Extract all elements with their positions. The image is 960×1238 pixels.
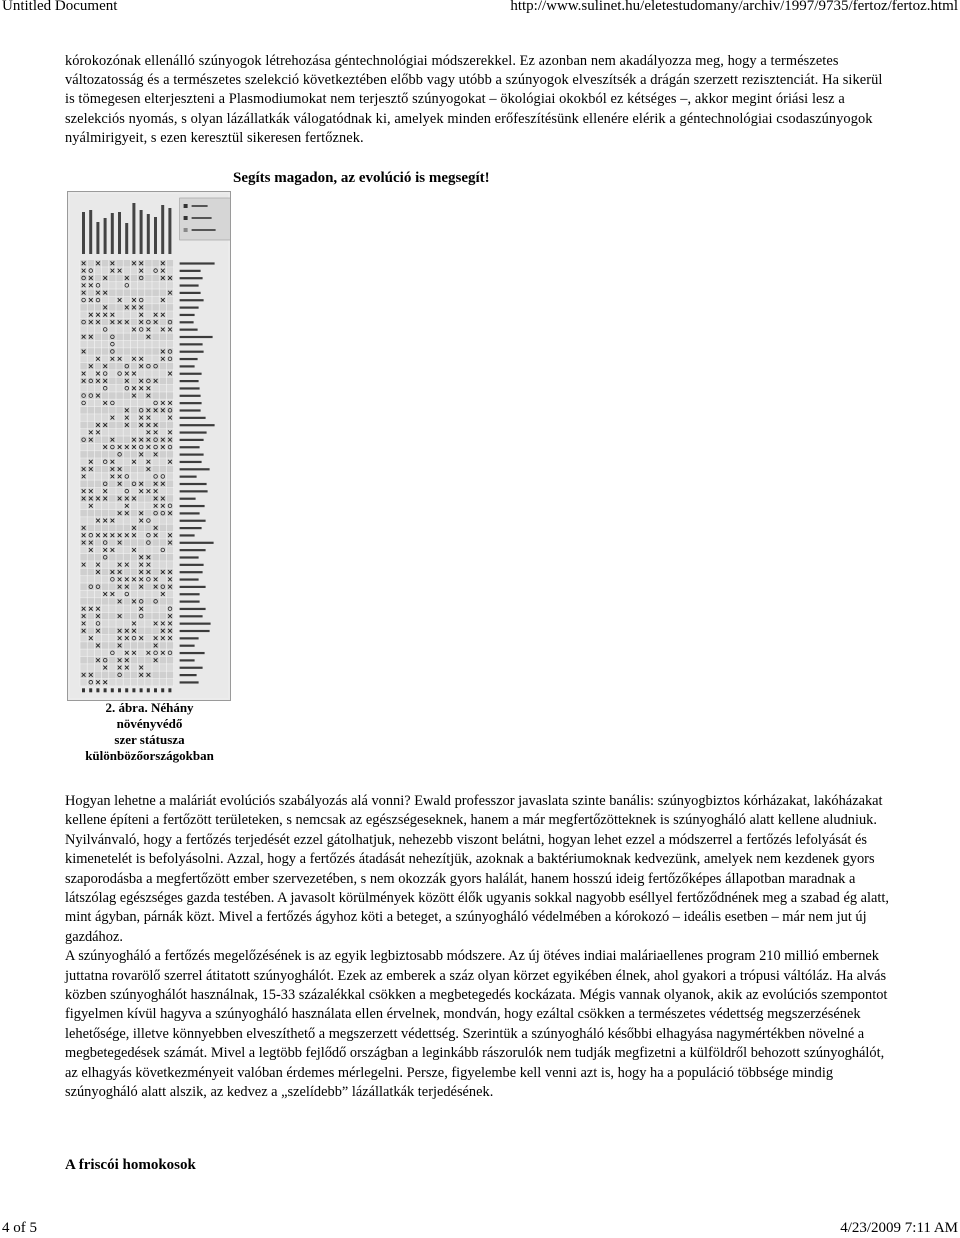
country-label — [180, 476, 197, 478]
legend-marker — [184, 204, 188, 208]
column-total — [154, 688, 157, 692]
body-paragraph: A szúnyogháló a fertőzés megelőzésének is az egyik legbiztosabb módszere. Az új ötéves indiai maláriaellenes program 210 millió embernek juttatna rovarölő szerrel átitatott szúnyoghálót. Ezek az emberek a száz olyan körzet egyikében élnek, ahol gyakori a trópusi váltóláz. Ha alvás közben szúnyoghálót használnak, 15-33 százalékkal csökken a megbetegedés kockázata. Mégis vannak olyanok, akik az evolúciós szempontot figyelmen kívül hagyva a szúnyogháló használata ellen érvelnek, mondván, hogy ezáltal csökken a természetes védettség megszerzésének lehetősége, illetve könnyebben elveszíthető a megszerzett védettség. Szerintük a szúnyogháló későbbi elhagyása nagymértékben növelné a megbetegedések számát. Mivel a legtöbb fejlődő országban a leginkább rászorulók nem tudják megfizetni a külföldről behozott szúnyoghálót, az elhagyás következményeit valóban érdemes mérlegelni. Persze, figyelembe kell venni azt is, hogy ha a populáció többsége mindig szúnyogháló alatt alszik, az kedvez a „szelídebb” lázállatkák terjedésének. — [65, 948, 888, 1101]
country-label — [180, 556, 199, 558]
country-label — [180, 402, 202, 404]
country-label — [180, 314, 195, 316]
grid-row — [80, 488, 174, 495]
country-label — [180, 468, 210, 470]
caption-line: szer státusza — [114, 732, 185, 747]
grid-row — [80, 297, 174, 304]
country-label — [180, 336, 213, 338]
figure-title: Segíts magadon, az evolúció is megsegít! — [233, 170, 490, 186]
legend-marker — [184, 228, 188, 232]
grid-row — [80, 429, 174, 436]
country-label — [180, 380, 199, 382]
country-label — [180, 262, 215, 264]
country-label — [180, 321, 194, 323]
grid-row — [80, 466, 174, 473]
print-datetime: 4/23/2009 7:11 AM — [840, 1220, 958, 1236]
country-label — [180, 542, 214, 544]
country-label — [180, 623, 211, 625]
grid-row — [80, 591, 174, 598]
grid-row — [80, 260, 174, 267]
section-heading: A friscói homokosok — [65, 1157, 196, 1173]
column-total — [111, 688, 114, 692]
country-label — [180, 417, 206, 419]
grid-row — [80, 356, 174, 363]
grid-row — [80, 267, 174, 274]
country-label — [180, 446, 200, 448]
grid-row — [80, 539, 174, 546]
grid-row — [80, 473, 174, 480]
grid-row — [80, 598, 174, 605]
column-header-label — [118, 212, 121, 254]
country-label — [180, 674, 197, 676]
country-label — [180, 490, 208, 492]
column-header-label — [147, 214, 150, 254]
country-label — [180, 395, 201, 397]
country-label — [180, 652, 205, 654]
grid-row — [80, 400, 174, 407]
country-label — [180, 387, 200, 389]
column-header-label — [111, 213, 114, 254]
country-label — [180, 284, 199, 286]
grid-row — [80, 451, 174, 458]
country-label — [180, 645, 195, 647]
country-label — [180, 571, 203, 573]
grid-row — [80, 679, 174, 686]
page-url: http://www.sulinet.hu/eletestudomany/archiv/1997/9735/fertoz/fertoz.html — [510, 0, 958, 14]
column-header-label — [125, 223, 128, 254]
country-label — [180, 424, 215, 426]
country-label — [180, 505, 205, 507]
country-label — [180, 520, 206, 522]
country-label — [180, 373, 202, 375]
grid-row — [80, 458, 174, 465]
grid-row — [80, 569, 174, 576]
body-paragraph: Hogyan lehetne a maláriát evolúciós szabályozás alá vonni? Ewald professzor javaslata szinte banális: szúnyogbiztos kórházakat, lakóházakat kellene építeni a fertőzött területeken, s nemcsak az egészségeseknek, hanem a már megfertőzötteknek is szúnyogháló alatt kellene aludniuk. Nyilvánvaló, hogy a fertőzés terjedését ezzel gátolhatjuk, nehezebb viszont belátni, hogyan lehet ezzel a módszerrel a fertőzés lefolyását és kimenetelét is befolyásolni. Azzal, hogy a fertőzés átadását nehezítjük, azoknak a baktériumoknak kedvezünk, amelyek nem kezdenek gyors szaporodásba a megfertőzött ember szervezetében, s nem okozzák gyors halálát, hanem hosszú ideig fertőzőképes állapotban maradnak a látszólag egészséges gazda testében. A javasolt körülmények között élők ugyanis sokkal nagyobb eséllyel fertőződnének meg a szabad ég alatt, mint ágyban, párnák közt. Mivel a fertőzés ágyhoz köti a beteget, a szúnyogháló védelmében a kórokozó – ideális esetben – már nem jut új gazdához. — [65, 793, 889, 945]
column-total — [82, 688, 85, 692]
caption-line: különbözőországokban — [85, 748, 214, 763]
country-label — [180, 527, 202, 529]
country-label — [180, 512, 200, 514]
country-label — [180, 667, 203, 669]
column-header-label — [89, 210, 92, 254]
grid-row — [80, 311, 174, 318]
column-total — [168, 688, 171, 692]
intro-paragraph: kórokozónak ellenálló szúnyogok létrehozása géntechnológiai módszerekkel. Ez azonban nem akadályozza meg, hogy a természetes változatosság és a természetes szelekció következtében előbb vagy utóbb a szúnyogok elveszítsék a drágán szerzett rezisztenciát. Ha sikerül is tömegesen elterjeszteni a Plasmodiumokat nem terjesztő szúnyogokat – ökológiai okokból ez kétséges –, akkor megint óriási lesz a szelekciós nyomás, s olyan lázállatkák válogatódnak ki, amelyek minden erőfeszítésünk ellenére elérik a géntechnológiai csodaszúnyogok nyálmirigyeit, s ezen keresztül sikeresen fertőznek. — [65, 53, 883, 146]
country-label — [180, 637, 199, 639]
legend-text — [192, 205, 208, 207]
legend-text — [192, 229, 216, 231]
grid-row — [80, 348, 174, 355]
country-label — [180, 270, 201, 272]
grid-row — [80, 642, 174, 649]
grid-row — [80, 554, 174, 561]
article-body — [65, 792, 895, 1103]
country-label — [180, 351, 204, 353]
country-label — [180, 365, 195, 367]
column-header-label — [154, 217, 157, 254]
country-label — [180, 564, 204, 566]
country-label — [180, 461, 202, 463]
caption-line: növényvédő — [116, 716, 183, 731]
grid-row — [80, 436, 174, 443]
country-label — [180, 593, 200, 595]
grid-row — [80, 481, 174, 488]
country-label — [180, 586, 206, 588]
column-header-label — [82, 212, 85, 254]
column-total — [104, 688, 107, 692]
country-label — [180, 409, 201, 411]
column-total — [161, 688, 164, 692]
column-header-label — [132, 203, 135, 254]
country-label — [180, 549, 206, 551]
grid-row — [80, 282, 174, 289]
country-label — [180, 358, 198, 360]
grid-row — [80, 547, 174, 554]
country-label — [180, 343, 203, 345]
country-label — [180, 601, 200, 603]
column-header-label — [161, 205, 164, 254]
country-label — [180, 681, 199, 683]
grid-row — [80, 672, 174, 679]
country-label — [180, 659, 195, 661]
country-label — [180, 534, 195, 536]
country-label — [180, 439, 204, 441]
country-label — [180, 307, 199, 309]
country-label — [180, 299, 204, 301]
document-title: Untitled Document — [2, 0, 118, 14]
country-label — [180, 454, 204, 456]
pesticide-status-figure — [67, 191, 231, 701]
country-label — [180, 578, 199, 580]
legend-text — [192, 217, 212, 219]
figure-caption — [67, 700, 232, 764]
column-total — [89, 688, 92, 692]
column-total — [96, 688, 99, 692]
grid-row — [80, 326, 174, 333]
grid-row — [80, 613, 174, 620]
column-header-label — [104, 218, 107, 254]
figure-graphic — [68, 192, 230, 700]
grid-row — [80, 392, 174, 399]
grid-row — [80, 363, 174, 370]
column-header-label — [140, 210, 143, 254]
country-label — [180, 431, 207, 433]
grid-row — [80, 341, 174, 348]
country-label — [180, 483, 207, 485]
page-number: 4 of 5 — [2, 1220, 37, 1236]
grid-row — [80, 525, 174, 532]
grid-row — [80, 334, 174, 341]
legend-marker — [184, 216, 188, 220]
column-total — [118, 688, 121, 692]
country-label — [180, 277, 203, 279]
country-label — [180, 615, 203, 617]
grid-row — [80, 620, 174, 627]
grid-row — [80, 289, 174, 296]
grid-row — [80, 385, 174, 392]
column-header-label — [96, 222, 99, 254]
country-label — [180, 630, 210, 632]
grid-row — [80, 517, 174, 524]
column-total — [132, 688, 135, 692]
country-label — [180, 498, 196, 500]
country-label — [180, 608, 206, 610]
caption-line: 2. ábra. Néhány — [105, 700, 194, 715]
country-label — [180, 329, 198, 331]
column-total — [125, 688, 128, 692]
column-header-label — [168, 208, 171, 254]
country-label — [180, 292, 201, 294]
column-total — [140, 688, 143, 692]
grid-row — [80, 605, 174, 612]
column-total — [147, 688, 150, 692]
